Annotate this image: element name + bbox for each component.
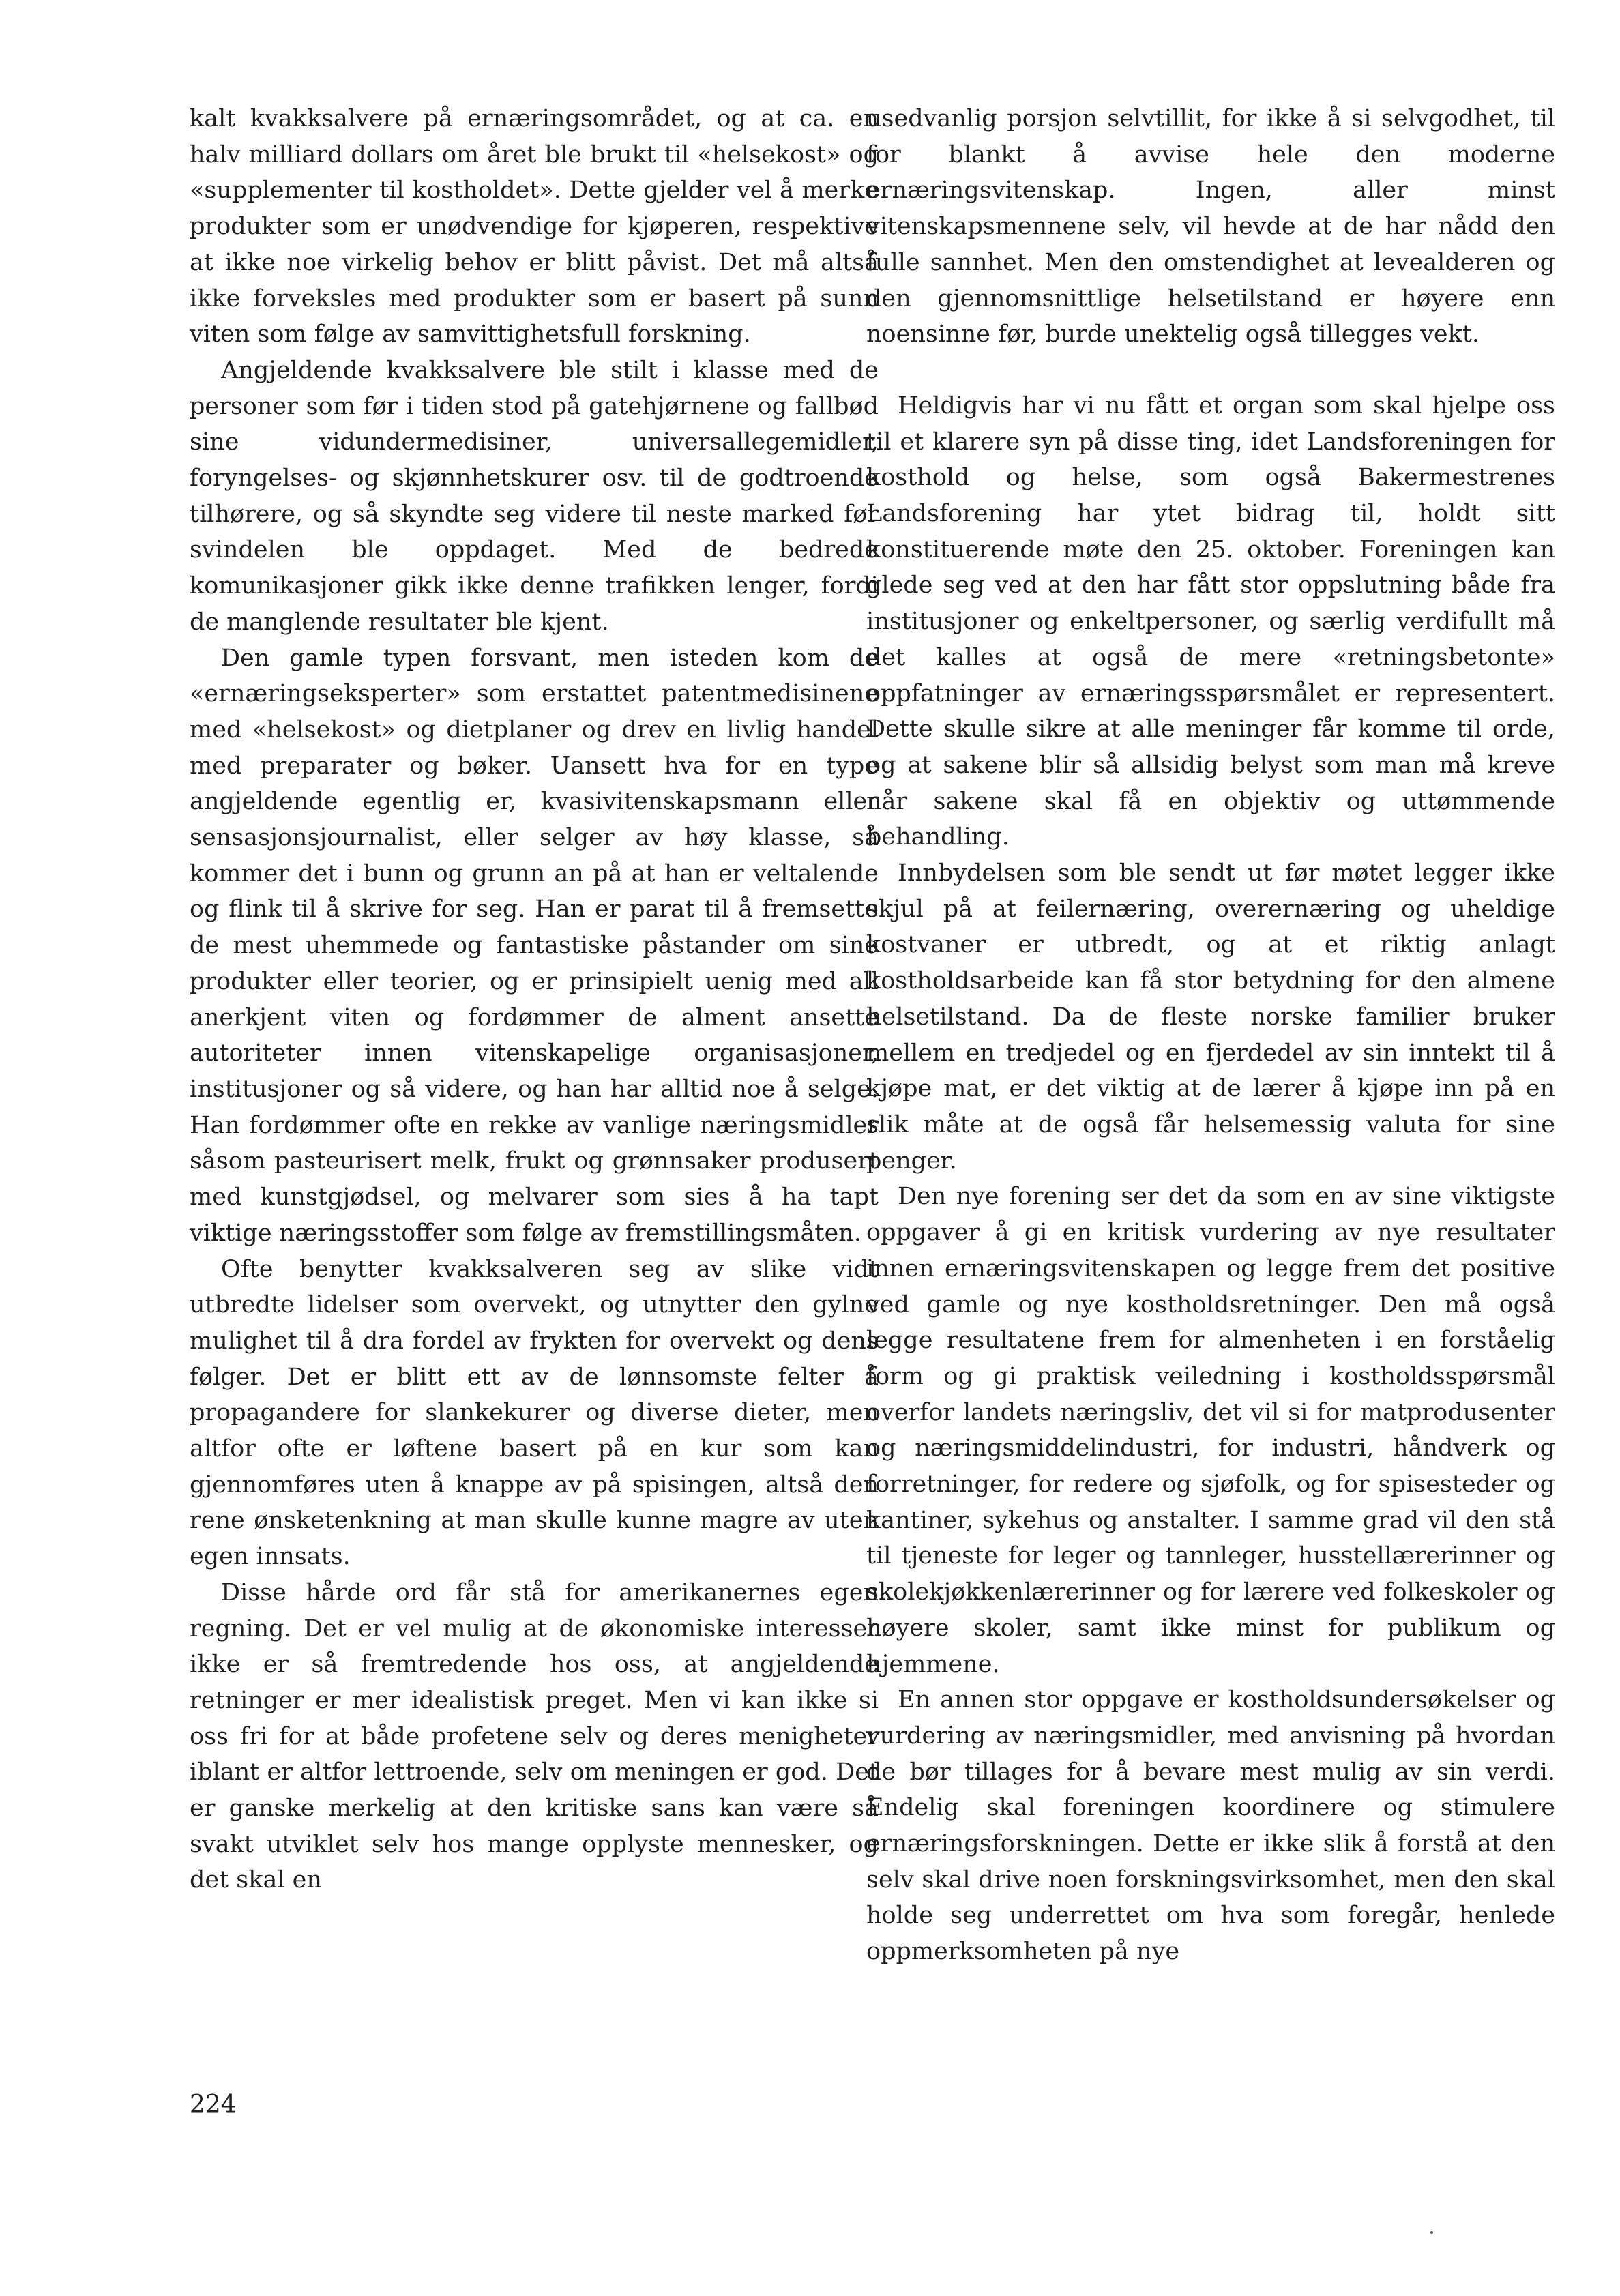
paragraph-left-3: Den gamle typen forsvant, men isteden kom de «ernæringseksperter» som erstattet patentmedisinene med «helsekost» og dietplaner og drev en livlig handel med preparater og bøker. Uansett hva for en type angjeldende egentlig er, kvasivitenskapsmann eller sensasjonsjournalist, eller selger av høy klasse, så kommer det i bunn og grunn an på at han er veltalende og flink til å skrive for seg. Han er parat til å fremsette de mest uhemmede og fantastiske påstander om sine produkter eller teorier, og er prinsipielt uenig med all anerkjent viten og fordømmer de alment ansette autoriteter innen vitenskapelige organisasjoner, institusjoner og så videre, og han har alltid noe å selge. Han fordømmer ofte en rekke av vanlige næringsmidler såsom pasteurisert melk, frukt og grønnsaker produsert med kunstgjødsel, og melvarer som sies å ha tapt viktige næringsstoffer som følge av fremstillingsmåten.	[190, 644, 879, 1247]
left-column	[190, 101, 879, 1898]
scan-speck	[1430, 2231, 1433, 2234]
paragraph-left-4: Ofte benytter kvakksalveren seg av slike vidt utbredte lidelser som overvekt, og utnytter den gylne mulighet til å dra fordel av frykten for overvekt og dens følger. Det er blitt ett av de lønnsomste felter å propagandere for slankekurer og diverse dieter, men altfor ofte er løftene basert på en kur som kan gjennomføres uten å knappe av på spisingen, altså den rene ønsketenkning at man skulle kunne magre av uten egen innsats.	[190, 1255, 879, 1571]
paragraph-right-3: Innbydelsen som ble sendt ut før møtet legger ikke skjul på at feilernæring, overernæring og uheldige kostvaner er utbredt, og at et riktig anlagt kostholdsarbeide kan få stor betydning for den almene helsetilstand. Da de fleste norske familier bruker mellem en tredjedel og en fjerdedel av sin inntekt til å kjøpe mat, er det viktig at de lærer å kjøpe inn på en slik måte at de også får helsemessig valuta for sine penger.	[866, 859, 1555, 1175]
paragraph-right-5: En annen stor oppgave er kostholdsundersøkelser og vurdering av næringsmidler, med anvisning på hvordan de bør tillages for å bevare mest mulig av sin verdi. Endelig skal foreningen koordinere og stimulere ernæringsforskningen. Dette er ikke slik å forstå at den selv skal drive noen forskningsvirksomhet, men den skal holde seg underrettet om hva som foregår, henlede oppmerksomheten på nye	[866, 1686, 1555, 1966]
paragraph-left-2: Angjeldende kvakksalvere ble stilt i klasse med de personer som før i tiden stod på gatehjørnene og fallbød sine vidundermedisiner, universallegemidler, foryngelses- og skjønnhetskurer osv. til de godtroende tilhørere, og så skyndte seg videre til neste marked før svindelen ble oppdaget. Med de bedrede komunikasjoner gikk ikke denne trafikken lenger, fordi de manglende resultater ble kjent.	[190, 356, 879, 636]
paragraph-right-2: Heldigvis har vi nu fått et organ som skal hjelpe oss til et klarere syn på disse ting, idet Landsforeningen for kosthold og helse, som også Bakermestrenes Landsforening har ytet bidrag til, holdt sitt konstituerende møte den 25. oktober. Foreningen kan glede seg ved at den har fått stor oppslutning både fra institusjoner og enkeltpersoner, og særlig verdifullt må det kalles at også de mere «retningsbetonte» oppfatninger av ernæringsspørsmålet er representert. Dette skulle sikre at alle meninger får komme til orde, og at sakene blir så allsidig belyst som man må kreve når sakene skal få en objektiv og uttømmende behandling.	[866, 392, 1555, 851]
paragraph-right-1: usedvanlig porsjon selvtillit, for ikke å si selvgodhet, til for blankt å avvise hele den moderne ernæringsvitenskap. Ingen, aller minst vitenskapsmennene selv, vil hevde at de har nådd den fulle sannhet. Men den omstendighet at levealderen og den gjennomsnittlige helsetilstand er høyere enn noensinne før, burde unektelig også tillegges vekt.	[866, 105, 1555, 349]
page-number: 224	[190, 2091, 237, 2119]
paragraph-left-1: kalt kvakksalvere på ernæringsområdet, og at ca. en halv milliard dollars om året ble brukt til «helsekost» og «supplementer til kostholdet». Dette gjelder vel å merke produkter som er unødvendige for kjøperen, respektive at ikke noe virkelig behov er blitt påvist. Det må altså ikke forveksles med produkter som er basert på sunn viten som følge av samvittighetsfull forskning.	[190, 105, 879, 349]
paragraph-right-4: Den nye forening ser det da som en av sine viktigste oppgaver å gi en kritisk vurdering av nye resultater innen ernæringsvitenskapen og legge frem det positive ved gamle og nye kostholdsretninger. Den må også legge resultatene frem for almenheten i en forståelig form og gi praktisk veiledning i kostholdsspørsmål overfor landets næringsliv, det vil si for matprodusenter og næringsmiddelindustri, for industri, håndverk og forretninger, for redere og sjøfolk, og for spisesteder og kantiner, sykehus og anstalter. I samme grad vil den stå til tjeneste for leger og tannleger, husstellærerinner og skolekjøkkenlærerinner og for lærere ved folkeskoler og høyere skoler, samt ikke minst for publikum og hjemmene.	[866, 1183, 1555, 1678]
paragraph-left-5: Disse hårde ord får stå for amerikanernes egen regning. Det er vel mulig at de økonomiske interesser ikke er så fremtredende hos oss, at angjeldende retninger er mer idealistisk preget. Men vi kan ikke si oss fri for at både profetene selv og deres menigheter iblant er altfor lettroende, selv om meningen er god. Det er ganske merkelig at den kritiske sans kan være så svakt utviklet selv hos mange opplyste mennesker, og det skal en	[190, 1578, 879, 1894]
right-column	[866, 101, 1555, 1970]
